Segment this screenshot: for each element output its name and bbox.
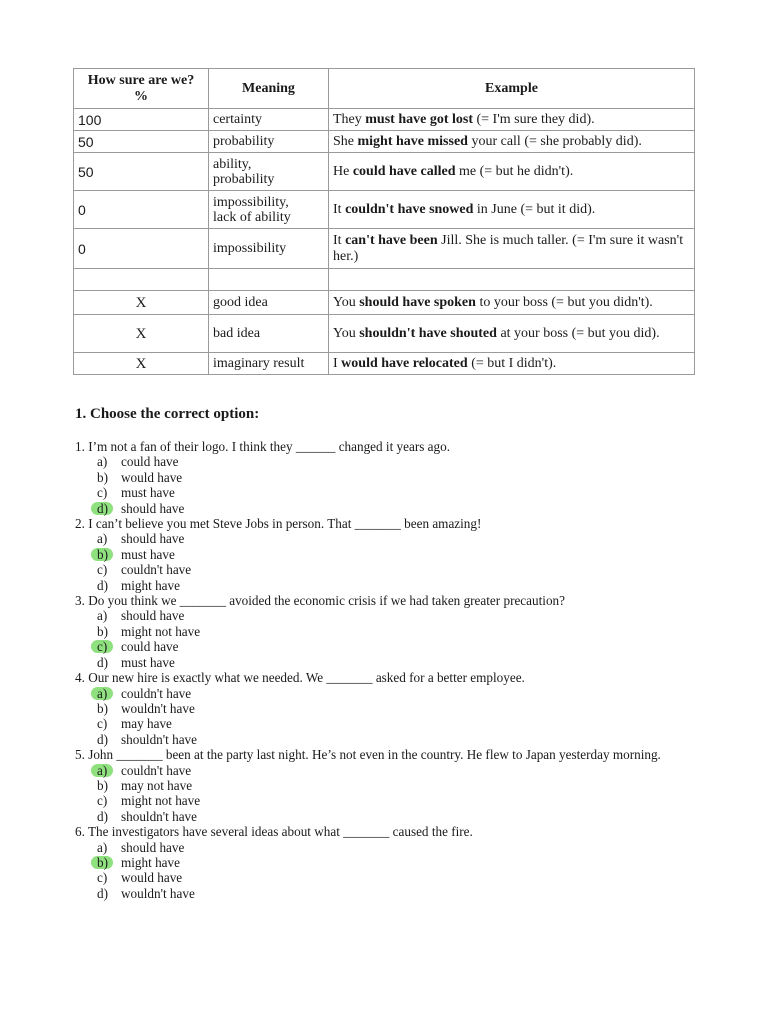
table-row <box>74 229 695 269</box>
answer-option[interactable] <box>75 840 695 855</box>
example-cell <box>329 109 695 131</box>
question-block <box>75 747 695 824</box>
example-text: Jill. She is much taller. (= I'm sure it wasn't her.) <box>333 232 684 264</box>
table-row <box>74 353 695 375</box>
option-letter: c) <box>97 485 108 501</box>
option-text: may not have <box>121 777 193 793</box>
option-letter: d) <box>97 808 108 824</box>
option-letter: b) <box>97 547 121 562</box>
answer-option[interactable] <box>75 454 695 469</box>
option-letter: c) <box>97 870 108 886</box>
meaning-cell: impossibility <box>209 229 329 269</box>
option-text: might not have <box>121 793 201 809</box>
answer-option[interactable] <box>75 562 695 577</box>
example-cell <box>329 353 695 375</box>
meaning-cell <box>209 269 329 291</box>
example-text: (= I'm sure they did). <box>473 111 595 127</box>
table-row <box>74 291 695 315</box>
example-modal-phrase: couldn't have snowed <box>345 201 474 217</box>
option-letter: d) <box>97 885 108 901</box>
question-text: 4. Our new hire is exactly what we needed. We _______ asked for a better employee. <box>75 670 525 686</box>
table-row <box>74 153 695 191</box>
option-text: shouldn't have <box>121 731 197 747</box>
answer-option-selected[interactable] <box>75 763 695 778</box>
answer-option[interactable] <box>75 793 695 808</box>
table-row <box>74 315 695 353</box>
example-modal-phrase: would have relocated <box>341 355 468 371</box>
answer-option[interactable] <box>75 809 695 824</box>
option-text: should have <box>121 608 185 624</box>
meaning-cell: good idea <box>209 291 329 315</box>
example-modal-phrase: must have got lost <box>365 111 473 127</box>
example-cell <box>329 269 695 291</box>
answer-option[interactable] <box>75 701 695 716</box>
option-text: must have <box>121 485 175 501</box>
example-cell <box>329 315 695 353</box>
answer-option-selected[interactable] <box>75 547 695 562</box>
answer-option-selected[interactable] <box>75 855 695 870</box>
header-how-sure: How sure are we? % <box>74 69 209 109</box>
example-text: (= but I didn't). <box>467 355 557 371</box>
example-text: me (= but he didn't). <box>455 163 574 179</box>
header-example: Example <box>329 69 695 109</box>
exercise-questions <box>75 439 695 901</box>
certainty-cell: 100 <box>74 109 209 131</box>
answer-option[interactable] <box>75 470 695 485</box>
example-text: They <box>333 111 366 127</box>
example-text: I <box>333 355 342 371</box>
option-text: must have <box>121 546 175 562</box>
option-text: should have <box>121 500 185 516</box>
table-header-row <box>74 69 695 109</box>
certainty-cell: 0 <box>74 191 209 229</box>
question-block <box>75 593 695 670</box>
answer-option-selected[interactable] <box>75 501 695 516</box>
option-letter: a) <box>97 608 108 624</box>
question-text: 2. I can’t believe you met Steve Jobs in person. That _______ been amazing! <box>75 516 482 532</box>
meaning-cell: certainty <box>209 109 329 131</box>
example-text: It <box>333 201 346 217</box>
example-text: You <box>333 294 360 310</box>
header-meaning: Meaning <box>209 69 329 109</box>
example-cell <box>329 153 695 191</box>
example-modal-phrase: should have spoken <box>359 294 476 310</box>
meaning-cell: probability <box>209 131 329 153</box>
option-letter: c) <box>97 716 108 732</box>
option-letter: b) <box>97 700 108 716</box>
option-text: must have <box>121 654 175 670</box>
question-block <box>75 439 695 516</box>
example-modal-phrase: can't have been <box>345 232 438 248</box>
example-text: You <box>333 325 360 341</box>
option-text: couldn't have <box>121 685 192 701</box>
option-letter: a) <box>97 686 121 701</box>
example-modal-phrase: could have called <box>352 163 456 179</box>
option-text: would have <box>121 469 183 485</box>
meaning-cell: impossibility, lack of ability <box>209 191 329 229</box>
option-text: wouldn't have <box>121 700 195 716</box>
option-letter: a) <box>97 763 121 778</box>
option-letter: a) <box>97 454 108 470</box>
answer-option[interactable] <box>75 870 695 885</box>
example-modal-phrase: might have missed <box>357 133 468 149</box>
answer-option[interactable] <box>75 485 695 500</box>
option-letter: b) <box>97 469 108 485</box>
option-text: could have <box>121 454 179 470</box>
example-text: your call (= she probably did). <box>467 133 642 149</box>
meaning-cell: ability, probability <box>209 153 329 191</box>
table-row <box>74 109 695 131</box>
example-text: She <box>333 133 358 149</box>
example-cell <box>329 191 695 229</box>
question-text: 1. I’m not a fan of their logo. I think they ______ changed it years ago. <box>75 439 451 454</box>
option-letter: c) <box>97 562 108 578</box>
option-letter: d) <box>97 501 121 516</box>
answer-option[interactable] <box>75 886 695 901</box>
question-block <box>75 516 695 593</box>
question-block <box>75 670 695 747</box>
question-text: 5. John _______ been at the party last night. He’s not even in the country. He flew to Japan yesterday morning. <box>75 747 661 763</box>
option-letter: d) <box>97 731 108 747</box>
option-text: couldn't have <box>121 762 192 778</box>
meaning-cell: imaginary result <box>209 353 329 375</box>
example-cell <box>329 229 695 269</box>
option-text: shouldn't have <box>121 808 197 824</box>
answer-option[interactable] <box>75 716 695 731</box>
certainty-cell: 50 <box>74 131 209 153</box>
answer-option[interactable] <box>75 578 695 593</box>
answer-option[interactable] <box>75 732 695 747</box>
option-text: might have <box>121 577 180 593</box>
example-text: It <box>333 232 346 248</box>
answer-option[interactable] <box>75 608 695 623</box>
option-text: should have <box>121 839 185 855</box>
option-text: couldn't have <box>121 562 192 578</box>
table-row <box>74 191 695 229</box>
option-letter: d) <box>97 654 108 670</box>
question-text: 3. Do you think we _______ avoided the economic crisis if we had taken greater precaution? <box>75 593 565 609</box>
certainty-cell: 50 <box>74 153 209 191</box>
question-text: 6. The investigators have several ideas about what _______ caused the fire. <box>75 824 473 840</box>
example-cell <box>329 131 695 153</box>
certainty-cell <box>74 269 209 291</box>
option-text: would have <box>121 870 183 886</box>
answer-option[interactable] <box>75 778 695 793</box>
option-letter: a) <box>97 839 108 855</box>
example-text: to your boss (= but you didn't). <box>475 294 653 310</box>
option-text: could have <box>121 639 179 655</box>
option-letter: d) <box>97 577 108 593</box>
option-letter: b) <box>97 855 121 870</box>
certainty-cell: X <box>74 291 209 315</box>
example-text: at your boss (= but you did). <box>496 325 660 341</box>
certainty-cell: X <box>74 353 209 375</box>
option-letter: a) <box>97 531 108 547</box>
answer-option-selected[interactable] <box>75 639 695 654</box>
table-row <box>74 269 695 291</box>
option-letter: c) <box>97 639 121 654</box>
option-letter: b) <box>97 777 108 793</box>
option-text: might have <box>121 854 180 870</box>
answer-option[interactable] <box>75 531 695 546</box>
example-modal-phrase: shouldn't have shouted <box>359 325 497 341</box>
option-text: might not have <box>121 623 201 639</box>
answer-option[interactable] <box>75 624 695 639</box>
certainty-cell: 0 <box>74 229 209 269</box>
option-text: wouldn't have <box>121 885 195 901</box>
question-block <box>75 824 695 901</box>
option-letter: c) <box>97 793 108 809</box>
exercise-heading: 1. Choose the correct option: <box>75 406 260 422</box>
table-row <box>74 131 695 153</box>
answer-option[interactable] <box>75 655 695 670</box>
answer-option-selected[interactable] <box>75 686 695 701</box>
example-text: in June (= but it did). <box>473 201 596 217</box>
certainty-cell: X <box>74 315 209 353</box>
example-text: He <box>333 163 353 179</box>
option-text: may have <box>121 716 172 732</box>
modal-verbs-table <box>73 68 695 375</box>
meaning-cell: bad idea <box>209 315 329 353</box>
option-text: should have <box>121 531 185 547</box>
example-cell <box>329 291 695 315</box>
option-letter: b) <box>97 623 108 639</box>
